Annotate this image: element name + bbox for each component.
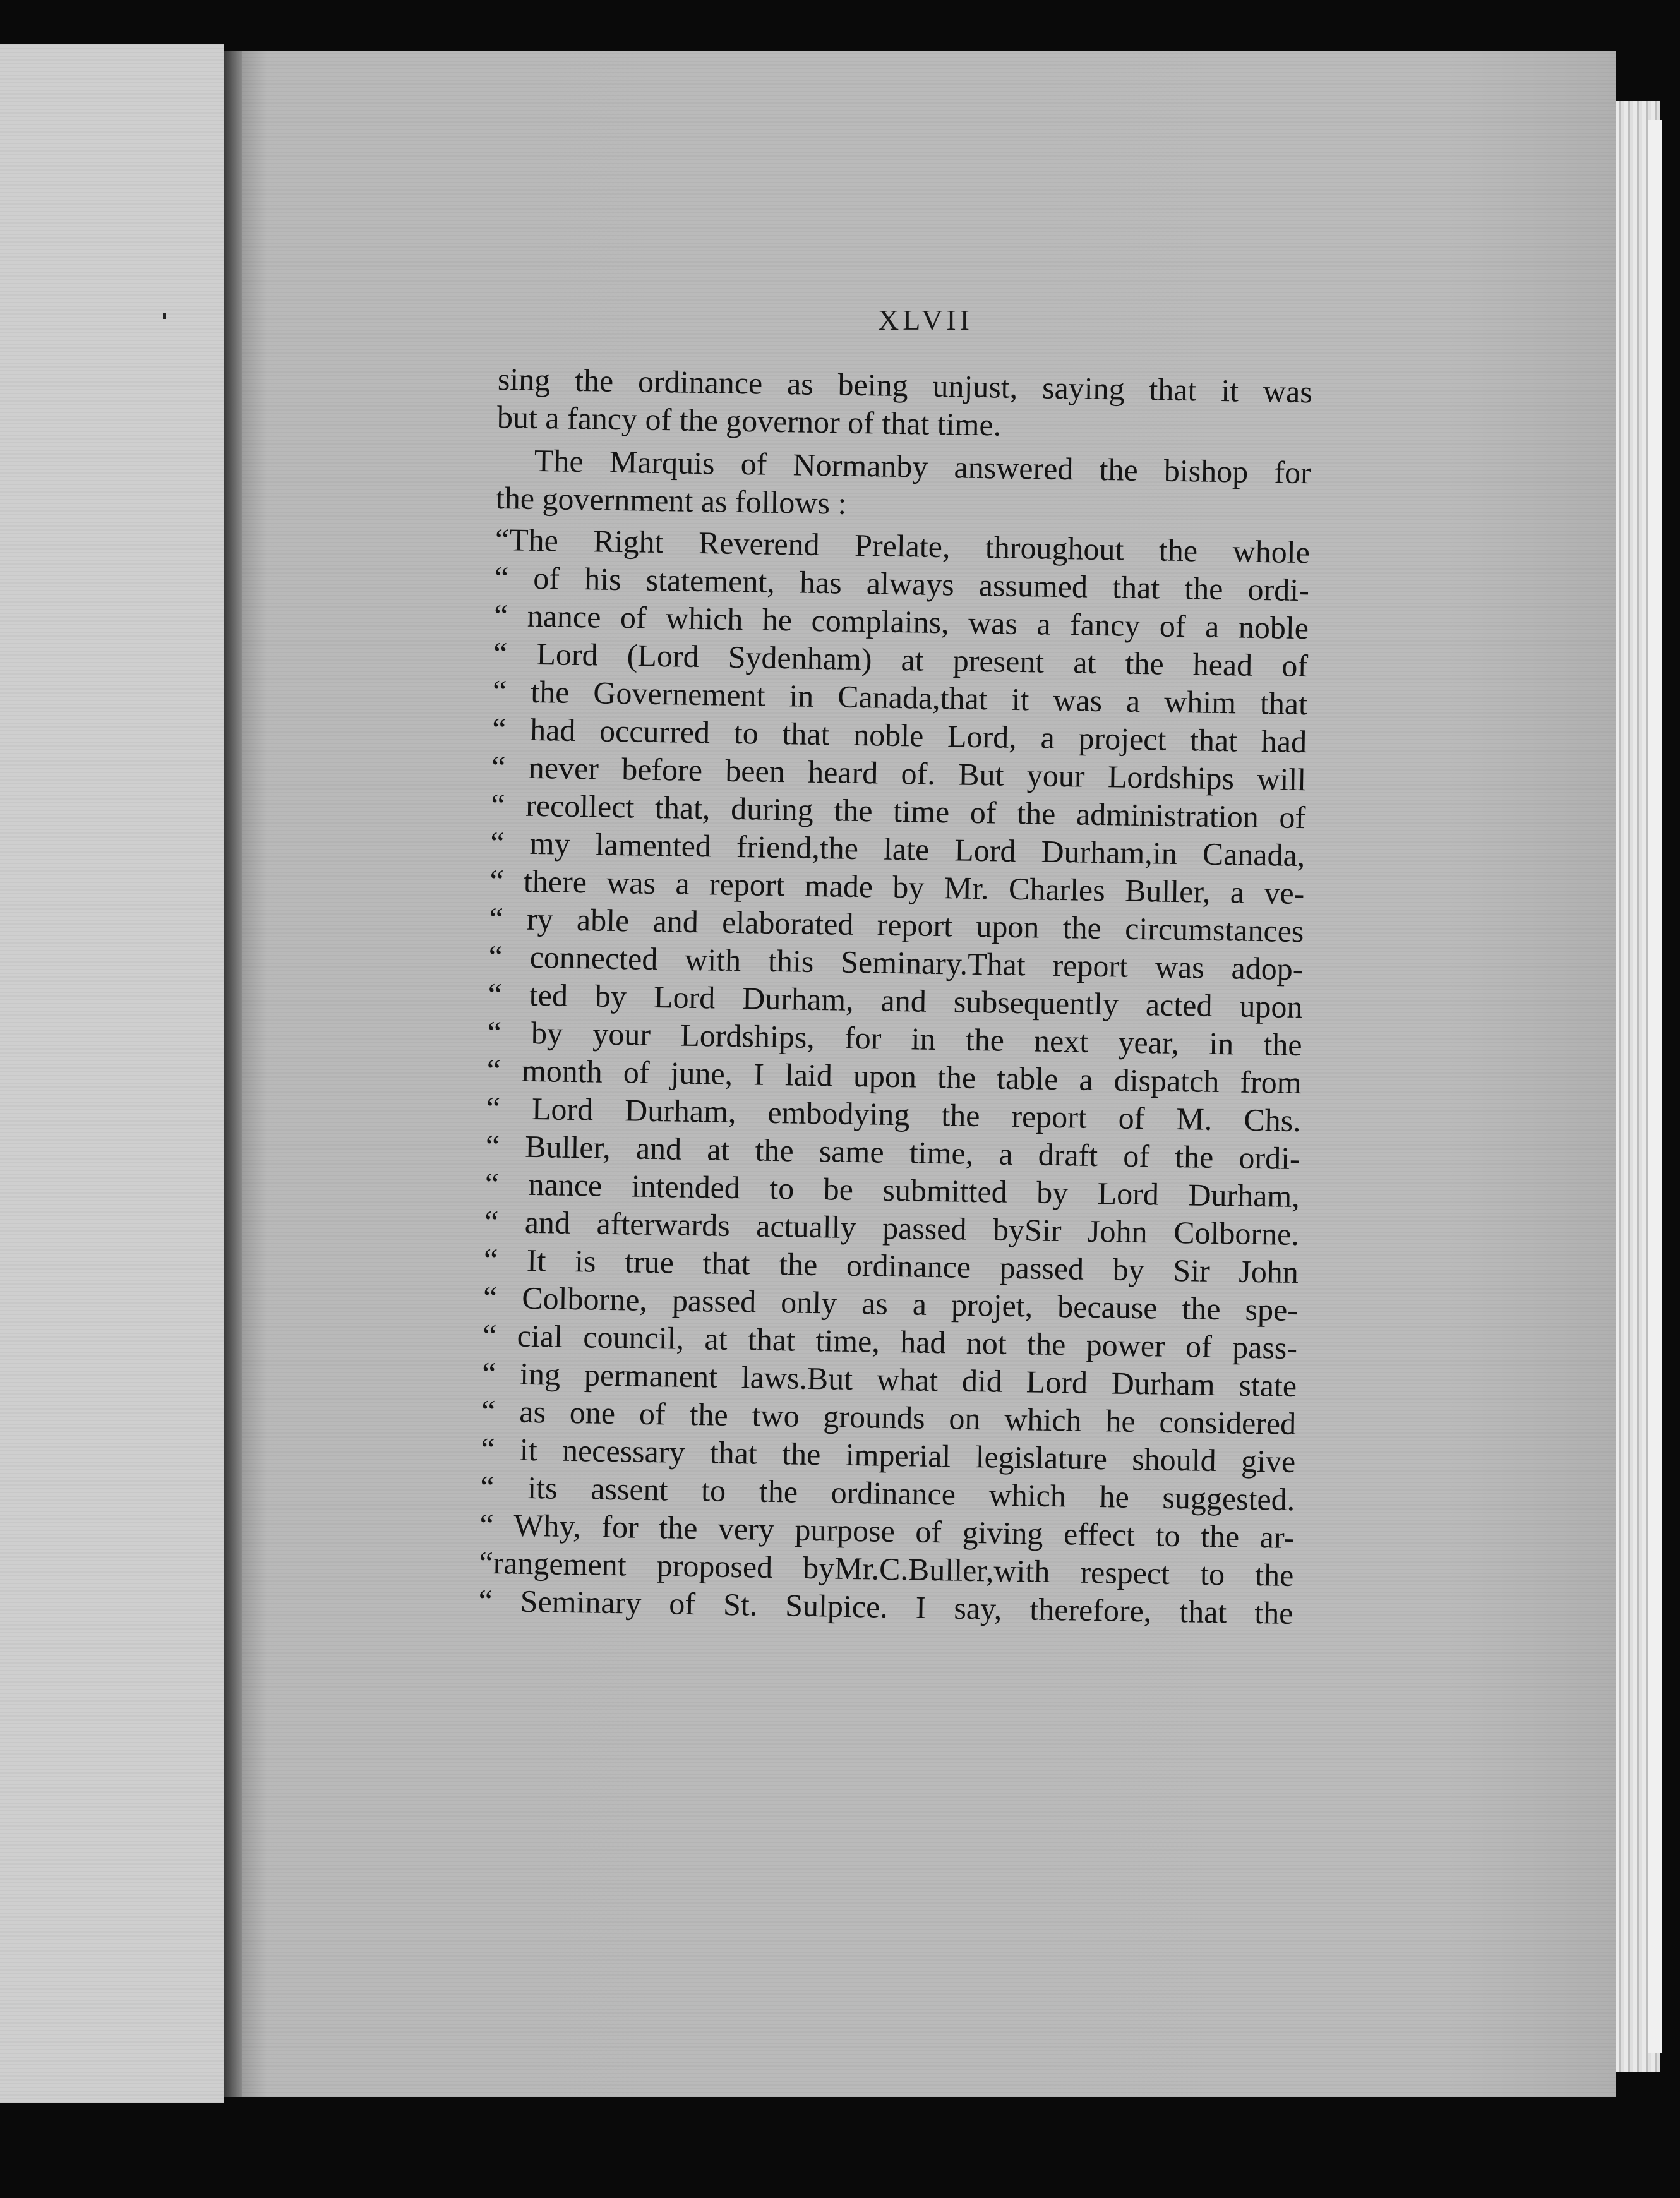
page-number: XLVII: [878, 304, 973, 336]
text-line: “The Right Reverend Prelate, throughout the whole: [495, 521, 1311, 570]
text-line: “ ing permanent laws.But what did Lord Durham state: [481, 1355, 1297, 1404]
text-line: “ it necessary that the imperial legislature should give: [480, 1431, 1296, 1480]
text-line: “ ry able and elaborated report upon the circumstances: [489, 900, 1304, 949]
left-page-leaf: [0, 44, 224, 2103]
text-line: “ Buller, and at the same time, a draft of the ordi-: [485, 1127, 1301, 1177]
text-line: “ Lord (Lord Sydenham) at present at the head of: [493, 635, 1309, 684]
text-line: “ It is true that the ordinance passed by Sir John: [483, 1241, 1299, 1290]
text-line: but a fancy of the governor of that time.: [496, 399, 1002, 443]
text-line: “ never before been heard of. But your Lordships will: [491, 748, 1307, 798]
text-line: “ nance of which he complains, was a fancy of a noble: [493, 597, 1309, 646]
ink-speck: [163, 313, 166, 319]
text-line: “ Lord Durham, embodying the report of M. Chs.: [486, 1090, 1302, 1139]
text-line: “ as one of the two grounds on which he considered: [481, 1393, 1297, 1442]
text-line: “ cial council, at that time, had not the power of pass-: [482, 1317, 1298, 1366]
text-line: the government as follows :: [495, 479, 847, 521]
text-line: “ Colborne, passed only as a projet, because the spe-: [483, 1279, 1299, 1328]
text-line: The Marquis of Normanby answered the bishop for: [534, 442, 1312, 491]
text-line: “ had occurred to that noble Lord, a project that had: [491, 711, 1307, 760]
text-line: “ Why, for the very purpose of giving effect to the ar-: [479, 1506, 1295, 1556]
text-line: “ its assent to the ordinance which he suggested.: [479, 1468, 1295, 1518]
text-line: “ my lamented friend,the late Lord Durham,in Canada,: [489, 824, 1305, 874]
text-line: “ month of june, I laid upon the table a dispatch from: [486, 1052, 1302, 1101]
text-line: “ Seminary of St. Sulpice. I say, therefore, that the: [478, 1582, 1293, 1631]
text-line: “ connected with this Seminary.That report was adop-: [488, 938, 1304, 987]
text-line: sing the ordinance as being unjust, saying that it was: [497, 361, 1313, 410]
text-line: “ and afterwards actually passed bySir John Colborne.: [484, 1203, 1300, 1252]
text-line: “rangement proposed byMr.C.Buller,with respect to the: [479, 1544, 1294, 1594]
gutter-shadow: [224, 51, 242, 2097]
text-line: “ recollect that, during the time of the administration of: [490, 786, 1306, 836]
text-line: “ by your Lordships, for in the next year, in the: [487, 1014, 1302, 1063]
text-line: “ nance intended to be submitted by Lord Durham,: [484, 1165, 1300, 1215]
text-line: “ there was a report made by Mr. Charles Buller, a ve-: [489, 862, 1305, 911]
text-line: “ ted by Lord Durham, and subsequently acted upon: [488, 976, 1303, 1025]
text-line: “ of his statement, has always assumed that the ordi-: [494, 559, 1310, 608]
page-edges-outer: [1648, 120, 1662, 2053]
text-line: “ the Governement in Canada,that it was a whim that: [492, 673, 1308, 722]
